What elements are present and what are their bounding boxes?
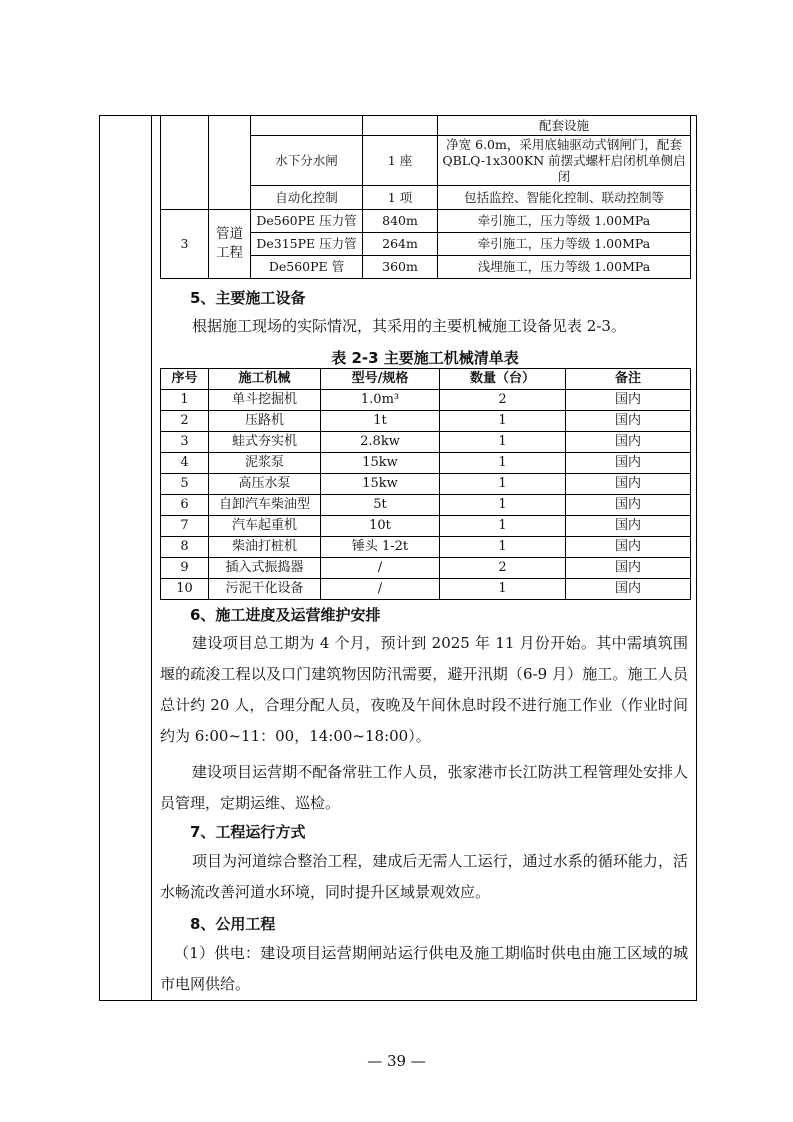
cell-spec: 15kw	[321, 474, 440, 495]
section-6-heading: 6、施工进度及运营维护安排	[190, 606, 381, 624]
section-name	[209, 210, 251, 279]
cell-qty: 1	[440, 537, 566, 558]
cell-no: 6	[161, 495, 209, 516]
cell-no: 9	[161, 558, 209, 579]
table-row	[161, 453, 691, 474]
table-row	[161, 579, 691, 600]
cell-spec: 2.8kw	[321, 432, 440, 453]
page-number: — 39 —	[367, 1052, 426, 1070]
cell-no: 2	[161, 411, 209, 432]
cell-machine: 柴油打桩机	[209, 537, 321, 558]
cell-no: 5	[161, 474, 209, 495]
cell-machine: 蛙式夯实机	[209, 432, 321, 453]
cell-note: 国内	[566, 453, 691, 474]
cell-machine: 汽车起重机	[209, 516, 321, 537]
header-qty: 数量（台）	[440, 369, 566, 390]
table-row	[161, 432, 691, 453]
header-spec: 型号/规格	[321, 369, 440, 390]
pipe-name: De315PE 压力管	[251, 233, 363, 256]
section-number: 3	[161, 210, 209, 279]
cell-no: 7	[161, 516, 209, 537]
header-note: 备注	[566, 369, 691, 390]
table-cell	[363, 116, 438, 136]
cell-note: 国内	[566, 537, 691, 558]
cell-qty: 1	[440, 411, 566, 432]
cell-note: 国内	[566, 411, 691, 432]
pipe-desc: 牵引施工，压力等级 1.00MPa	[438, 210, 691, 233]
cell-spec: 5t	[321, 495, 440, 516]
cell-spec: /	[321, 579, 440, 600]
cell-note: 国内	[566, 474, 691, 495]
cell-machine: 污泥干化设备	[209, 579, 321, 600]
header-no: 序号	[161, 369, 209, 390]
section-8-paragraph: （1）供电：建设项目运营期闸站运行供电及施工期临时供电由施工区域的城市电网供给。	[160, 944, 688, 993]
cell-qty: 2	[440, 558, 566, 579]
table-cell	[209, 116, 251, 210]
cell-spec: 锤头 1-2t	[321, 537, 440, 558]
pipe-length: 360m	[363, 256, 438, 279]
section-6-paragraph-2: 建设项目运营期不配备常驻工作人员，张家港市长江防洪工程管理处安排人员管理，定期运维、巡检。	[160, 763, 688, 812]
table-caption: 表 2-3 主要施工机械清单表	[331, 349, 519, 367]
cell-machine: 单斗挖掘机	[209, 390, 321, 411]
cell-qty: 1	[440, 516, 566, 537]
table-cell	[251, 116, 363, 136]
facility-desc: 包括监控、智能化控制、联动控制等	[438, 186, 691, 210]
cell-spec: 1t	[321, 411, 440, 432]
table-cell: 配套设施	[438, 116, 691, 136]
cell-note: 国内	[566, 558, 691, 579]
cell-no: 8	[161, 537, 209, 558]
facility-name: 水下分水闸	[251, 136, 363, 186]
section-8-heading: 8、公用工程	[190, 915, 276, 933]
table-row	[161, 516, 691, 537]
facility-name: 自动化控制	[251, 186, 363, 210]
table-row	[161, 537, 691, 558]
cell-qty: 1	[440, 495, 566, 516]
cell-no: 4	[161, 453, 209, 474]
cell-machine: 压路机	[209, 411, 321, 432]
section-name-line-2: 工程	[216, 245, 243, 261]
section-7-paragraph: 项目为河道综合整治工程，建成后无需人工运行，通过水系的循环能力，活水畅流改善河道水环境，同时提升区域景观效应。	[160, 852, 688, 901]
facility-qty: 1 座	[363, 136, 438, 186]
cell-no: 10	[161, 579, 209, 600]
table-row	[161, 495, 691, 516]
cell-note: 国内	[566, 495, 691, 516]
section-5-paragraph: 根据施工现场的实际情况，其采用的主要机械施工设备见表 2-3。	[192, 317, 626, 335]
cell-qty: 2	[440, 390, 566, 411]
cell-qty: 1	[440, 453, 566, 474]
header-machine: 施工机械	[209, 369, 321, 390]
facility-desc: 净宽 6.0m，采用底轴驱动式钢闸门，配套 QBLQ-1x300KN 前摆式螺杆启闭机单侧启闭	[438, 136, 691, 186]
section-5-heading: 5、主要施工设备	[190, 289, 306, 307]
cell-qty: 1	[440, 474, 566, 495]
pipe-name: De560PE 管	[251, 256, 363, 279]
pipe-name: De560PE 压力管	[251, 210, 363, 233]
cell-spec: 1.0m³	[321, 390, 440, 411]
cell-spec: 15kw	[321, 453, 440, 474]
machine-table	[160, 368, 691, 600]
cell-note: 国内	[566, 579, 691, 600]
left-label-column	[99, 115, 152, 1001]
pipe-desc: 浅埋施工，压力等级 1.00MPa	[438, 256, 691, 279]
cell-note: 国内	[566, 432, 691, 453]
section-name-line-1: 管道	[216, 226, 243, 242]
cell-note: 国内	[566, 390, 691, 411]
cell-machine: 自卸汽车柴油型	[209, 495, 321, 516]
pipe-length: 840m	[363, 210, 438, 233]
cell-machine: 高压水泵	[209, 474, 321, 495]
cell-spec: /	[321, 558, 440, 579]
cell-no: 1	[161, 390, 209, 411]
table-row	[161, 474, 691, 495]
pipe-length: 264m	[363, 233, 438, 256]
table-row	[161, 558, 691, 579]
table-cell	[161, 116, 209, 210]
cell-no: 3	[161, 432, 209, 453]
pipe-desc: 牵引施工，压力等级 1.00MPa	[438, 233, 691, 256]
section-6-paragraph-1: 建设项目总工期为 4 个月，预计到 2025 年 11 月份开始。其中需填筑围堰的疏浚工程以及口门建筑物因防汛需要，避开汛期（6-9 月）施工。施工人员总计约 20 人，合理分配人员，夜晚及午间休息时段不进行施工作业（作业时间约为 6:00~11：00，14:00~18:00）。	[160, 634, 688, 745]
cell-qty: 1	[440, 579, 566, 600]
section-7-heading: 7、工程运行方式	[190, 823, 306, 841]
cell-note: 国内	[566, 516, 691, 537]
table-row	[161, 411, 691, 432]
table-row	[161, 390, 691, 411]
project-composition-table	[160, 115, 691, 279]
cell-machine: 泥浆泵	[209, 453, 321, 474]
cell-machine: 插入式振捣器	[209, 558, 321, 579]
cell-qty: 1	[440, 432, 566, 453]
facility-qty: 1 项	[363, 186, 438, 210]
cell-spec: 10t	[321, 516, 440, 537]
